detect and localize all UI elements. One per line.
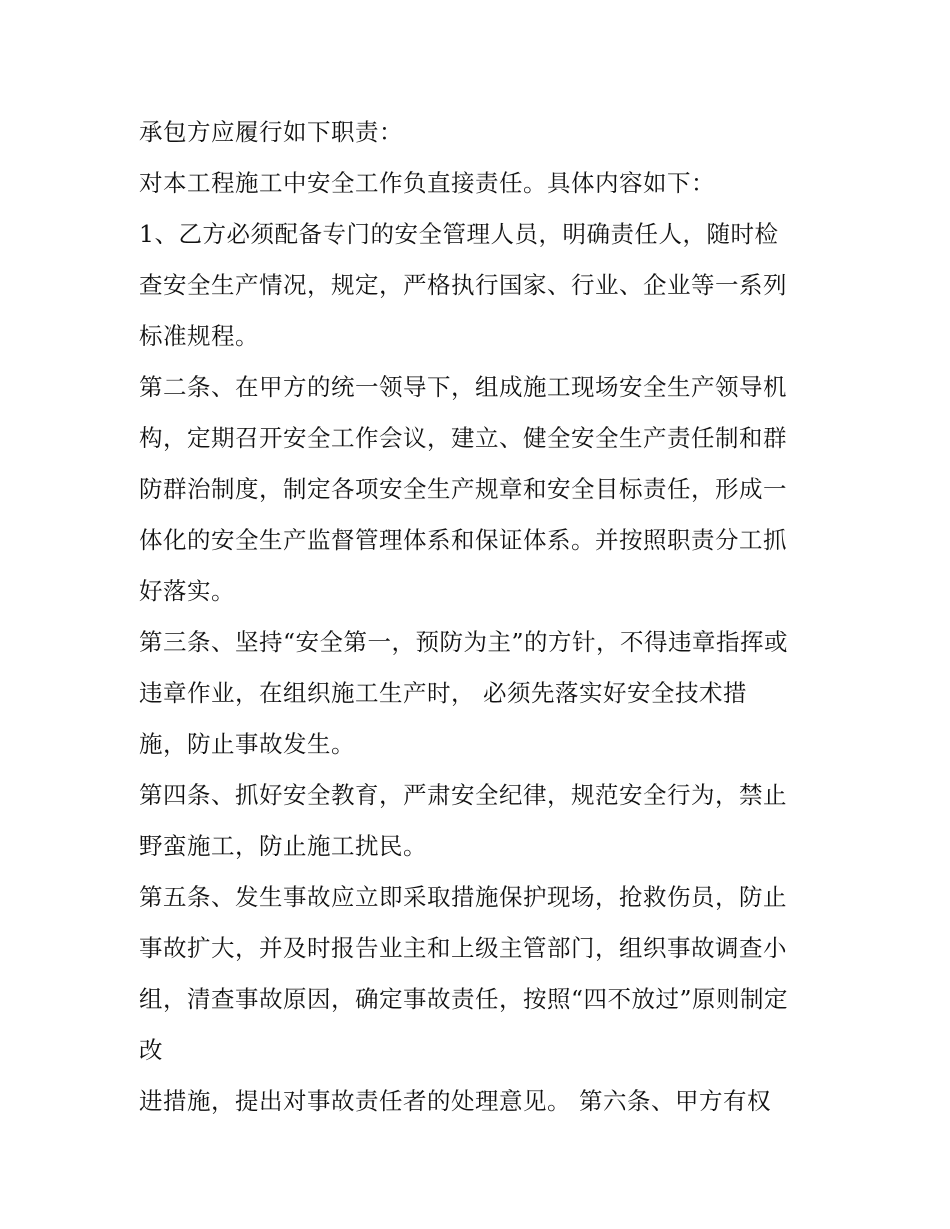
- text-line: 查安全生产情况，规定，严格执行国家、行业、企业等一系列: [139, 271, 787, 299]
- text-line: 进措施，提出对事故责任者的处理意见。 第六条、甲方有权: [139, 1087, 771, 1115]
- text-line: 1、乙方必须配备专门的安全管理人员，明确责任人，随时检: [139, 220, 779, 248]
- text-line: 体化的安全生产监督管理体系和保证体系。并按照职责分工抓: [139, 526, 787, 554]
- text-line: 违章作业，在组织施工生产时， 必须先落实好安全技术措: [139, 679, 747, 707]
- text-line: 野蛮施工，防止施工扰民。: [139, 832, 427, 860]
- text-line: 事故扩大，并及时报告业主和上级主管部门，组织事故调查小: [139, 934, 787, 962]
- text-line: 改: [139, 1036, 163, 1064]
- text-line: 好落实。: [139, 577, 235, 605]
- text-line: 第五条、发生事故应立即采取措施保护现场，抢救伤员，防止: [139, 883, 787, 911]
- text-line: 标准规程。: [139, 322, 259, 350]
- text-line: 施，防止事故发生。: [139, 730, 355, 758]
- text-line: 组，清查事故原因，确定事故责任，按照“四不放过”原则制定: [139, 985, 789, 1013]
- text-line: 第四条、抓好安全教育，严肃安全纪律，规范安全行为，禁止: [139, 781, 787, 809]
- document-body: [139, 112, 839, 1132]
- text-line: 承包方应履行如下职责：: [139, 118, 403, 146]
- text-line: 构，定期召开安全工作会议，建立、健全安全生产责任制和群: [139, 424, 787, 452]
- text-line: 防群治制度，制定各项安全生产规章和安全目标责任，形成一: [139, 475, 787, 503]
- text-line: 第二条、在甲方的统一领导下，组成施工现场安全生产领导机: [139, 373, 787, 401]
- text-line: 对本工程施工中安全工作负直接责任。具体内容如下：: [139, 169, 715, 197]
- text-line: 第三条、坚持“安全第一，预防为主”的方针，不得违章指挥或: [139, 628, 789, 656]
